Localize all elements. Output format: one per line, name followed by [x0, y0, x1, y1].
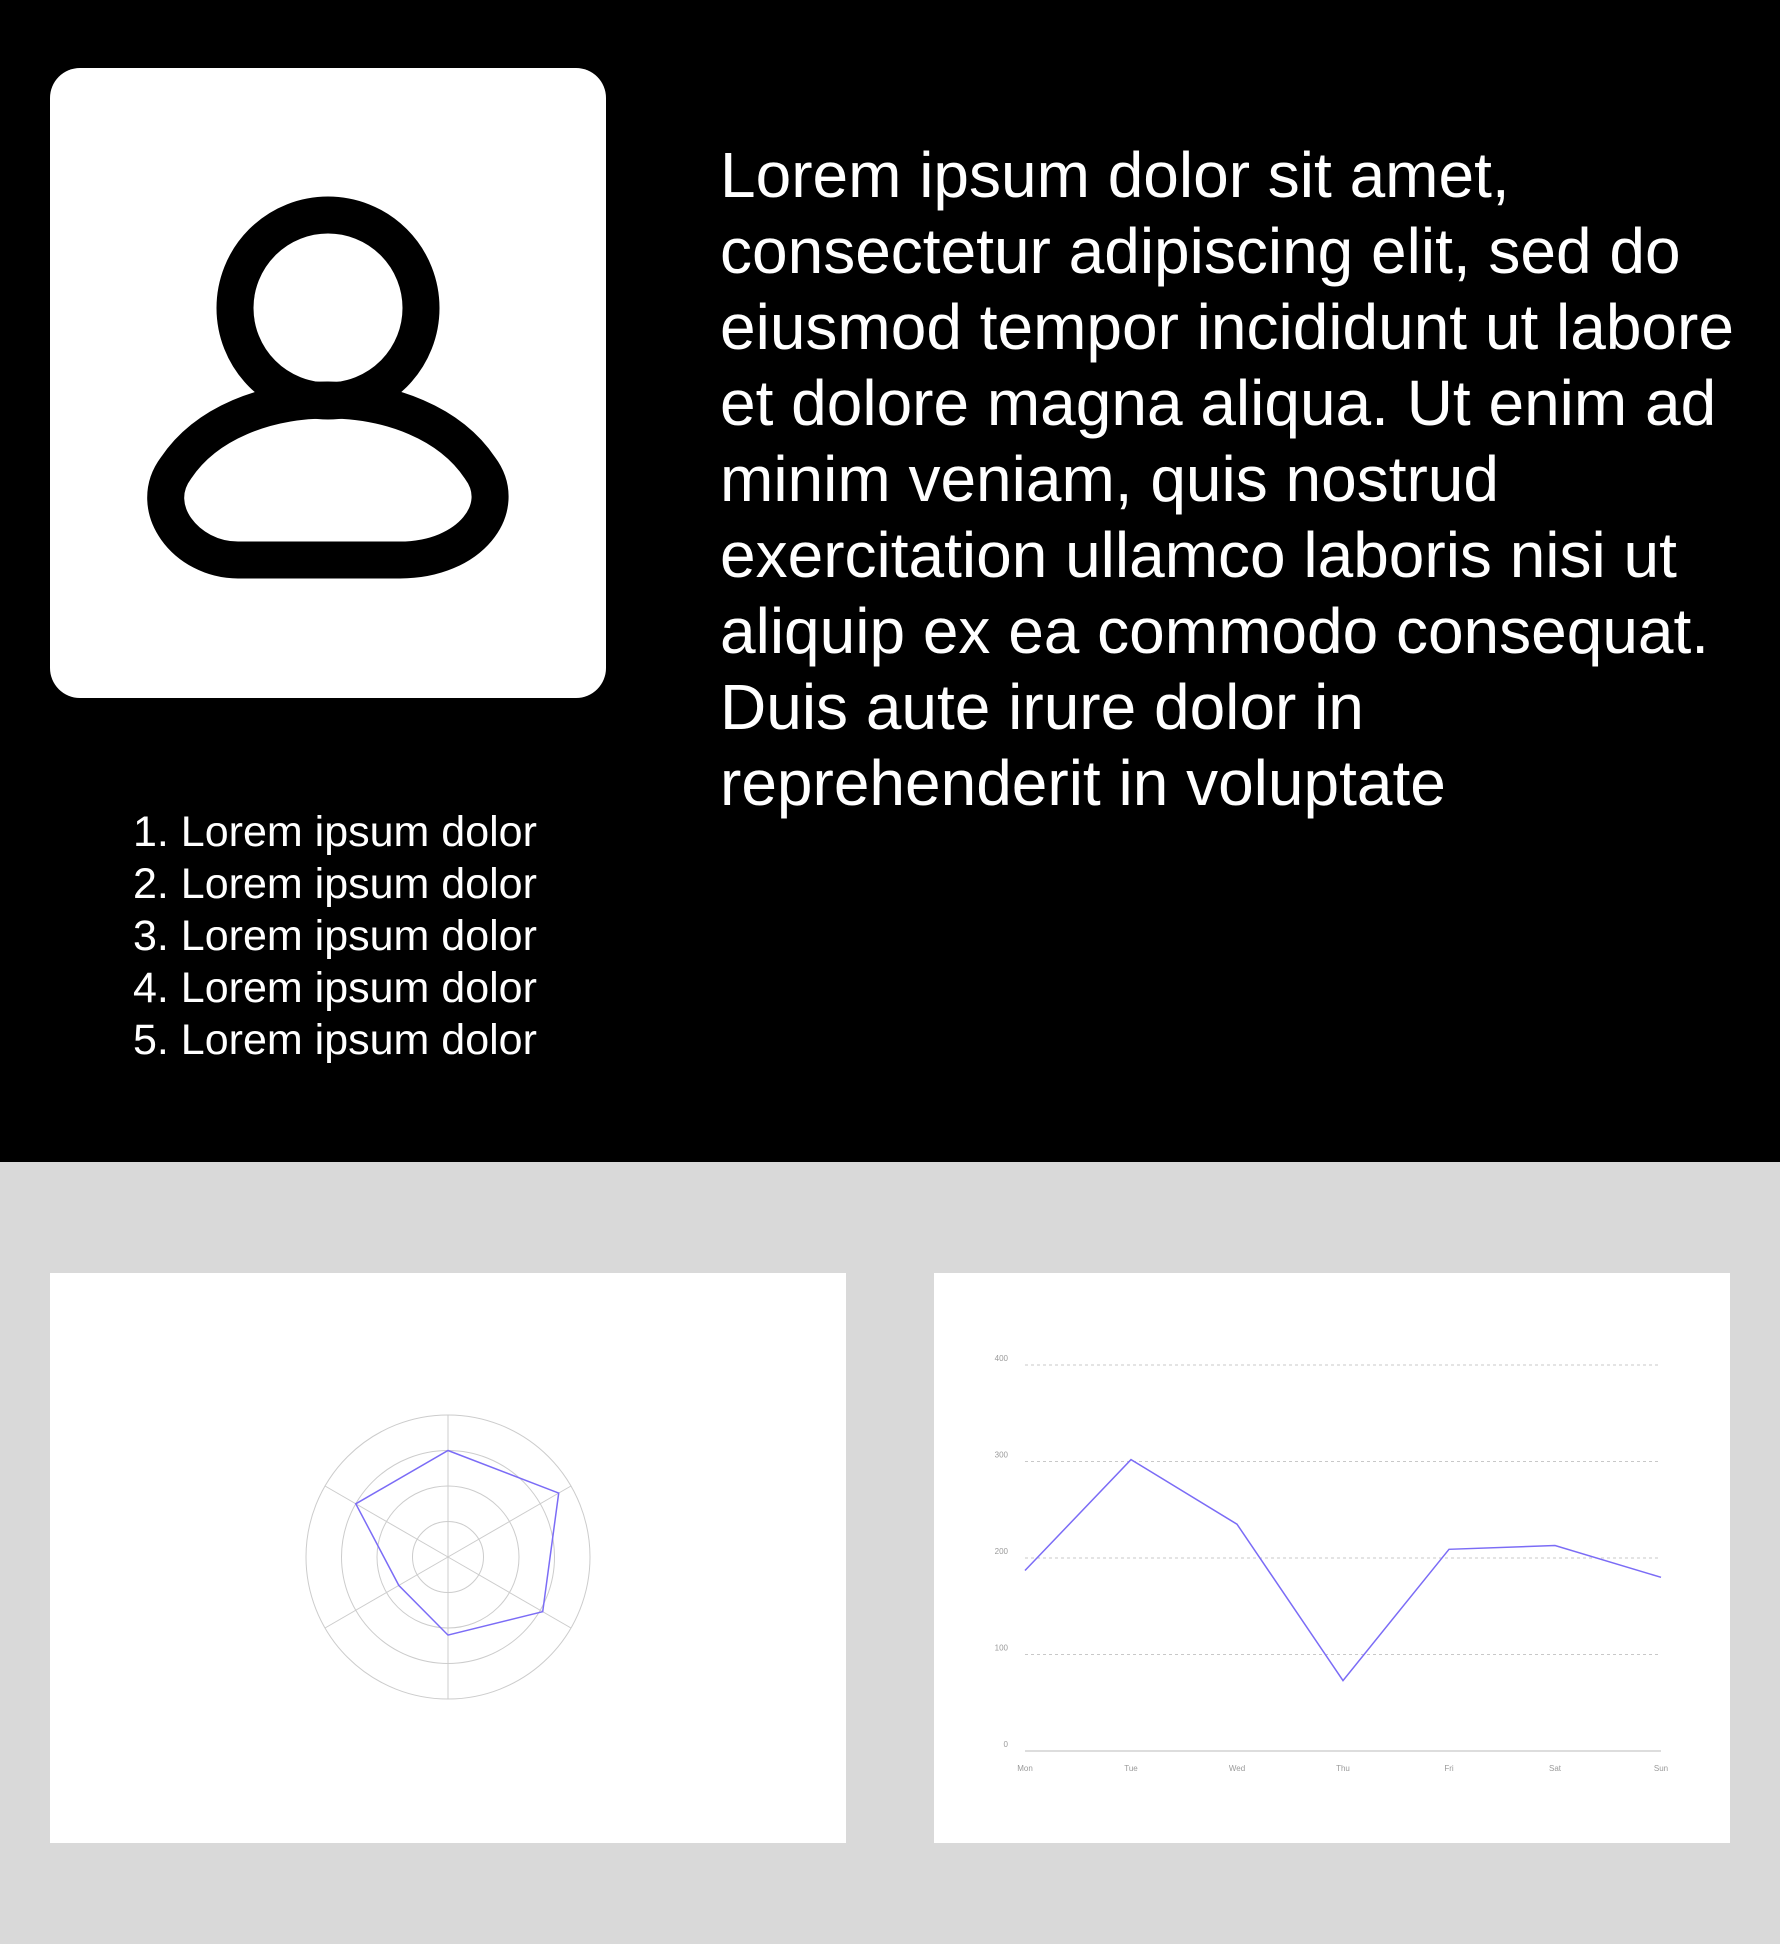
user-icon-body [166, 400, 490, 560]
radar-chart [50, 1273, 846, 1843]
numbered-list [133, 806, 537, 1066]
radar-chart-panel [50, 1273, 846, 1843]
user-icon-head [235, 215, 421, 401]
y-tick-label: 100 [994, 1643, 1008, 1653]
x-tick-label: Mon [1017, 1764, 1033, 1773]
list-item: 3. Lorem ipsum dolor [133, 912, 537, 960]
x-tick-label: Tue [1124, 1764, 1138, 1773]
radar-axis-line [325, 1486, 448, 1557]
list-item: 5. Lorem ipsum dolor [133, 1016, 537, 1064]
line-chart-panel [934, 1273, 1730, 1843]
line-chart [934, 1273, 1730, 1843]
x-tick-label: Thu [1336, 1764, 1350, 1773]
y-tick-label: 300 [994, 1450, 1008, 1460]
y-tick-label: 400 [994, 1354, 1008, 1363]
avatar-card [50, 68, 606, 698]
x-tick-label: Wed [1228, 1764, 1246, 1773]
user-icon [50, 68, 606, 698]
list-item: 4. Lorem ipsum dolor [133, 964, 537, 1012]
radar-axis-line [448, 1557, 571, 1628]
radar-series-polygon [356, 1451, 559, 1636]
x-tick-label: Sat [1548, 1764, 1562, 1773]
y-tick-label: 200 [994, 1547, 1008, 1556]
line-series [1025, 1460, 1661, 1681]
x-tick-label: Fri [1444, 1764, 1454, 1773]
list-item: 2. Lorem ipsum dolor [133, 860, 537, 908]
x-tick-label: Sun [1653, 1764, 1669, 1773]
lorem-paragraph: Lorem ipsum dolor sit amet, consectetur adipiscing elit, sed do eiusmod tempor incididunt ut labore et dolore magna aliqua. Ut enim ad minim veniam, quis nostrud exercitation ullamco laboris nisi ut aliquip ex ea commodo consequat. Duis aute irure dolor in reprehenderit in voluptate [720, 139, 1734, 819]
radar-axis-line [448, 1486, 571, 1557]
y-tick-label: 0 [1003, 1740, 1008, 1749]
list-item: 1. Lorem ipsum dolor [133, 808, 537, 856]
